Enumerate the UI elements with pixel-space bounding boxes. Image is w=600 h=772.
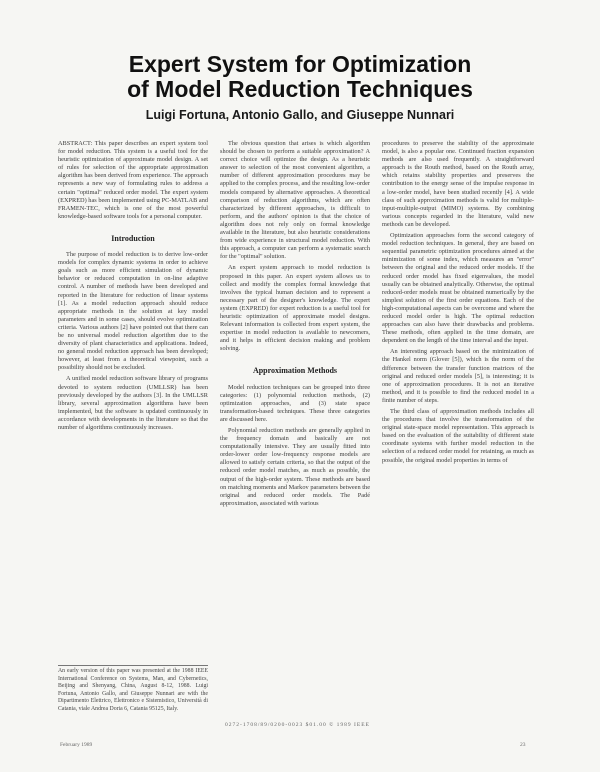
paragraph: A unified model reduction software library of programs devoted to system reduction (UMLLSR) has been previously developed by the authors [3]. In the UMLLSR library, several approximation algorithms have been implemented, but the software is updated continuously in accordance with developments in the literature so that the number of algorithms continuously increases. bbox=[58, 375, 208, 431]
paragraph: The purpose of model reduction is to derive low-order models for complex dynamic systems in order to achieve goals such as more efficient simulation of dynamic behavior or reduced computation in on-line adaptive control. A number of methods have been developed and reported in the literature for reduction of linear systems [1]. As a model reduction approach should reduce appropriate methods in the solution at key model parameters and in some cases, should evolve optimization criteria. Various authors [2] have pointed out that there can be no universal model reduction algorithm due to the diversity of plant characteristics and applications. Indeed, no general model reduction approach has been developed; however, at least from a theoretical viewpoint, such a possibility should not be excluded. bbox=[58, 251, 208, 372]
footnote: An early version of this paper was presented at the 1988 IEEE International Conference on Systems, Man, and Cybernetics, Beijing and Shenyang, China, August 8-12, 1988. Luigi Fortuna, Antonio Gallo, and Giuseppe Nunnari are with the Dipartimento Elettrico, Elettronico e Sistemistico, Università di Catania, viale Andrea Doria 6, Catania 95125, Italy. bbox=[58, 665, 208, 714]
paragraph: The third class of approximation methods includes all the procedures that involve the transformation of the original state-space model representation. This approach is based on the evaluation of the suitability of different state coordinate systems with further model reduction in the selection of a reduced order model for retaining, as much as possible, the original model properties in terms of bbox=[382, 408, 534, 464]
column-left bbox=[58, 140, 208, 435]
paragraph: Model reduction techniques can be grouped into three categories: (1) polynomial reduction methods, (2) optimization approaches, and (3) state space transformation-based techniques. These three categories are discussed here. bbox=[220, 383, 370, 423]
abstract: ABSTRACT: This paper describes an expert system tool for model reduction. This system is a useful tool for the heuristic optimization of approximate model design. A set of rules for selection of the appropriate approximation algorithm has been derived from experience. The approach represents a new way of formulating rules to address a certain "optimal" reduced order model. The expert system (EXPRED) has been implemented using PC-MATLAB and FRAMEN-TEC, which is one of the most powerful knowledge-based software tools for a personal computer. bbox=[58, 140, 208, 220]
title-line-2: of Model Reduction Techniques bbox=[127, 76, 473, 102]
section-heading-approximation-methods: Approximation Methods bbox=[252, 366, 338, 376]
column-right bbox=[382, 140, 534, 468]
paragraph: An expert system approach to model reduction is proposed in this paper. An expert system allows us to collect and modify the complex formal knowledge that involves the typical human decision and to represent a necessary part of the designer's knowledge. The expert system (EXPRED) for expert reduction is a useful tool for heuristic optimization of approximate model designs. Relevant information is collected from expert system, the expertise in model reduction is available to newcomers, and it helps in efficient decision making and problem solving. bbox=[220, 264, 370, 353]
issue-date: February 1989 bbox=[60, 742, 93, 748]
title-line-1: Expert System for Optimization bbox=[128, 51, 472, 77]
paragraph: Optimization approaches form the second category of model reduction techniques. In general, they are based on sequential parametric optimization procedures aimed at the minimization of some index, which measures an "error" between the original and the reduced order models. If the reduced order model has fixed eigenvalues, the model usually can be obtained analytically. Otherwise, the optimal reduced-order models must be obtained numerically by the simplest solution of the first order equations. Each of the high-computational aspects can be overcome and where the reduced model order is high. The optimal reduction approaches can also have their drawbacks and problems. These methods, often applied in the time domain, are dependent on the length of the time interval and the input. bbox=[382, 232, 534, 345]
page-number: 23 bbox=[520, 742, 526, 748]
paragraph: Polynomial reduction methods are generally applied in the frequency domain and basically are not computationally intensive. They are usually fitted into order-lower order low-frequency response models are allowed to satisfy certain criteria, so that the output of the reduced order model matches, as much as possible, the output of the high-order system. These methods are based on matching moments and Markov parameters between the original and reduced order models. The Padé approximation, associated with various bbox=[220, 427, 370, 507]
author-list: Luigi Fortuna, Antonio Gallo, and Giuseppe Nunnari bbox=[145, 108, 455, 122]
column-middle bbox=[220, 140, 370, 511]
paper-title bbox=[0, 52, 600, 102]
copyright-line: 0272-1708/89/0200-0023 $01.00 © 1989 IEEE bbox=[225, 722, 370, 728]
section-heading-introduction: Introduction bbox=[111, 233, 155, 243]
paragraph: An interesting approach based on the minimization of the Hankel norm (Glover [5]), which is the norm of the difference between the transfer function matrices of the original and reduced order models [5], is interesting; it is one of approximation procedures. It is not an iterative method, and it is possible to find the reduced model in a finite number of steps. bbox=[382, 348, 534, 404]
paragraph: procedures to preserve the stability of the approximate model, is also a popular one. Continued fraction expansion methods are also used frequently. A straightforward approach is the Routh method, based on the Routh array, which retains stability properties and preserves the contribution to the energy sense of the impulse response in a low-order model, have been studied recently [4]. A wide class of such approximation methods is valid for multiple-input-multiple-output (MIMO) systems. By combining various concepts regarded in the literature, valid new methods can be developed. bbox=[382, 140, 534, 228]
paragraph: The obvious question that arises is which algorithm should be chosen to perform a suitable approximation? A correct choice will optimize the design. As a heuristic answer to selection of the most convenient algorithm, a number of different approximation procedures may be applied to the complex process, and the resulting low-order models compared by alternative approaches. A theoretical comparison of reduction algorithms, which are often characterized by different approaches, is difficult to perform, and the authors' opinion is that the choice of algorithm does not rely only on formal knowledge available in the literature, but also heuristic considerations from wide experience in structural model reduction. With this approach, a computer can perform a systematic search for the "optimal" solution. bbox=[220, 140, 370, 261]
